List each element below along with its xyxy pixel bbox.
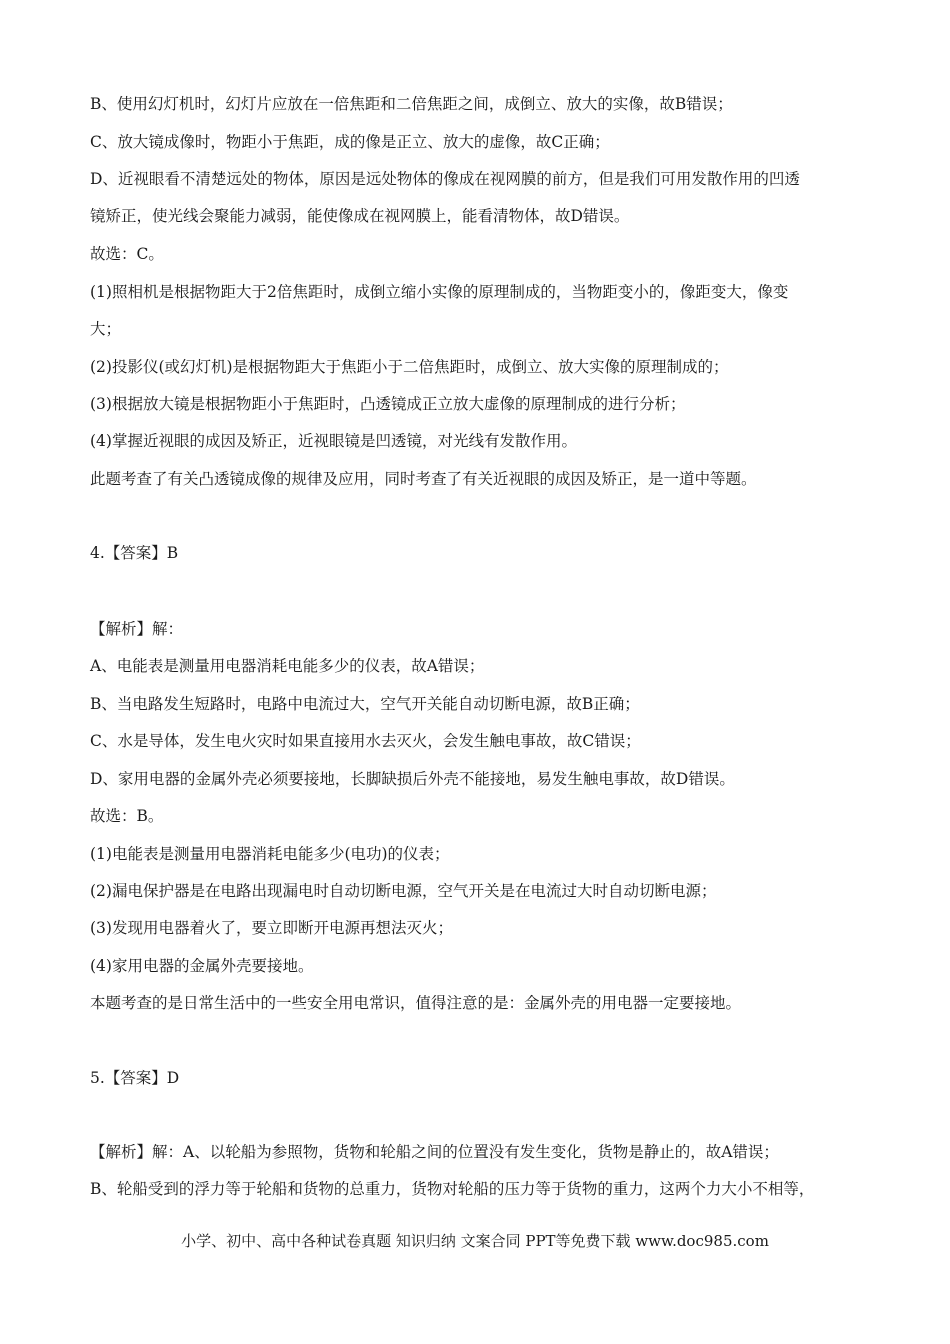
- text-line: C、水是导体，发生电火灾时如果直接用水去灭火，会发生触电事故，故C错误；: [90, 732, 641, 750]
- page-footer: 小学、初中、高中各种试卷真题 知识归纳 文案合同 PPT等免费下载 www.doc985.com: [181, 1232, 769, 1250]
- text-line: 故选：B。: [90, 807, 164, 825]
- text-line: (3)根据放大镜是根据物距小于焦距时，凸透镜成正立放大虚像的原理制成的进行分析；: [90, 395, 686, 413]
- text-line: (4)家用电器的金属外壳要接地。: [90, 957, 314, 975]
- text-line: 故选：C。: [90, 245, 164, 263]
- text-line: (2)漏电保护器是在电路出现漏电时自动切断电源，空气开关是在电流过大时自动切断电源；: [90, 882, 717, 900]
- text-line: (2)投影仪(或幻灯机)是根据物距大于焦距小于二倍焦距时，成倒立、放大实像的原理制成的；: [90, 358, 729, 376]
- text-line: B、当电路发生短路时，电路中电流过大，空气开关能自动切断电源，故B正确；: [90, 695, 640, 713]
- text-line: (3)发现用电器着火了，要立即断开电源再想法灭火；: [90, 919, 453, 937]
- text-line: C、放大镜成像时，物距小于焦距，成的像是正立、放大的虚像，故C正确；: [90, 133, 610, 151]
- text-line: D、家用电器的金属外壳必须要接地，长脚缺损后外壳不能接地，易发生触电事故，故D错误。: [90, 770, 735, 788]
- text-line: D、近视眼看不清楚远处的物体，原因是远处物体的像成在视网膜的前方，但是我们可用发散作用的凹透: [90, 170, 800, 188]
- answer-heading-q4: 4.【答案】B: [90, 544, 179, 562]
- text-line: (1)照相机是根据物距大于2倍焦距时，成倒立缩小实像的原理制成的，当物距变小的，像距变大，像变: [90, 283, 789, 301]
- text-line: 大；: [90, 320, 122, 338]
- answer-heading-q5: 5.【答案】D: [90, 1069, 180, 1087]
- analysis-label-q4: 【解析】解：: [90, 620, 184, 638]
- text-line: 【解析】解：A、以轮船为参照物，货物和轮船之间的位置没有发生变化，货物是静止的，故A错误；: [90, 1143, 779, 1161]
- text-line: 镜矫正，使光线会聚能力减弱，能使像成在视网膜上，能看清物体，故D错误。: [90, 207, 630, 225]
- text-line: (1)电能表是测量用电器消耗电能多少(电功)的仪表；: [90, 845, 450, 863]
- text-line: A、电能表是测量用电器消耗电能多少的仪表，故A错误；: [90, 657, 485, 675]
- text-line: B、使用幻灯机时，幻灯片应放在一倍焦距和二倍焦距之间，成倒立、放大的实像，故B错误；: [90, 95, 733, 113]
- text-line: (4)掌握近视眼的成因及矫正，近视眼镜是凹透镜，对光线有发散作用。: [90, 432, 577, 450]
- text-line: 本题考查的是日常生活中的一些安全用电常识，值得注意的是：金属外壳的用电器一定要接地。: [90, 994, 742, 1012]
- text-line: B、轮船受到的浮力等于轮船和货物的总重力，货物对轮船的压力等于货物的重力，这两个力大小不相等，: [90, 1180, 815, 1198]
- text-line: 此题考查了有关凸透镜成像的规律及应用，同时考查了有关近视眼的成因及矫正，是一道中等题。: [90, 470, 757, 488]
